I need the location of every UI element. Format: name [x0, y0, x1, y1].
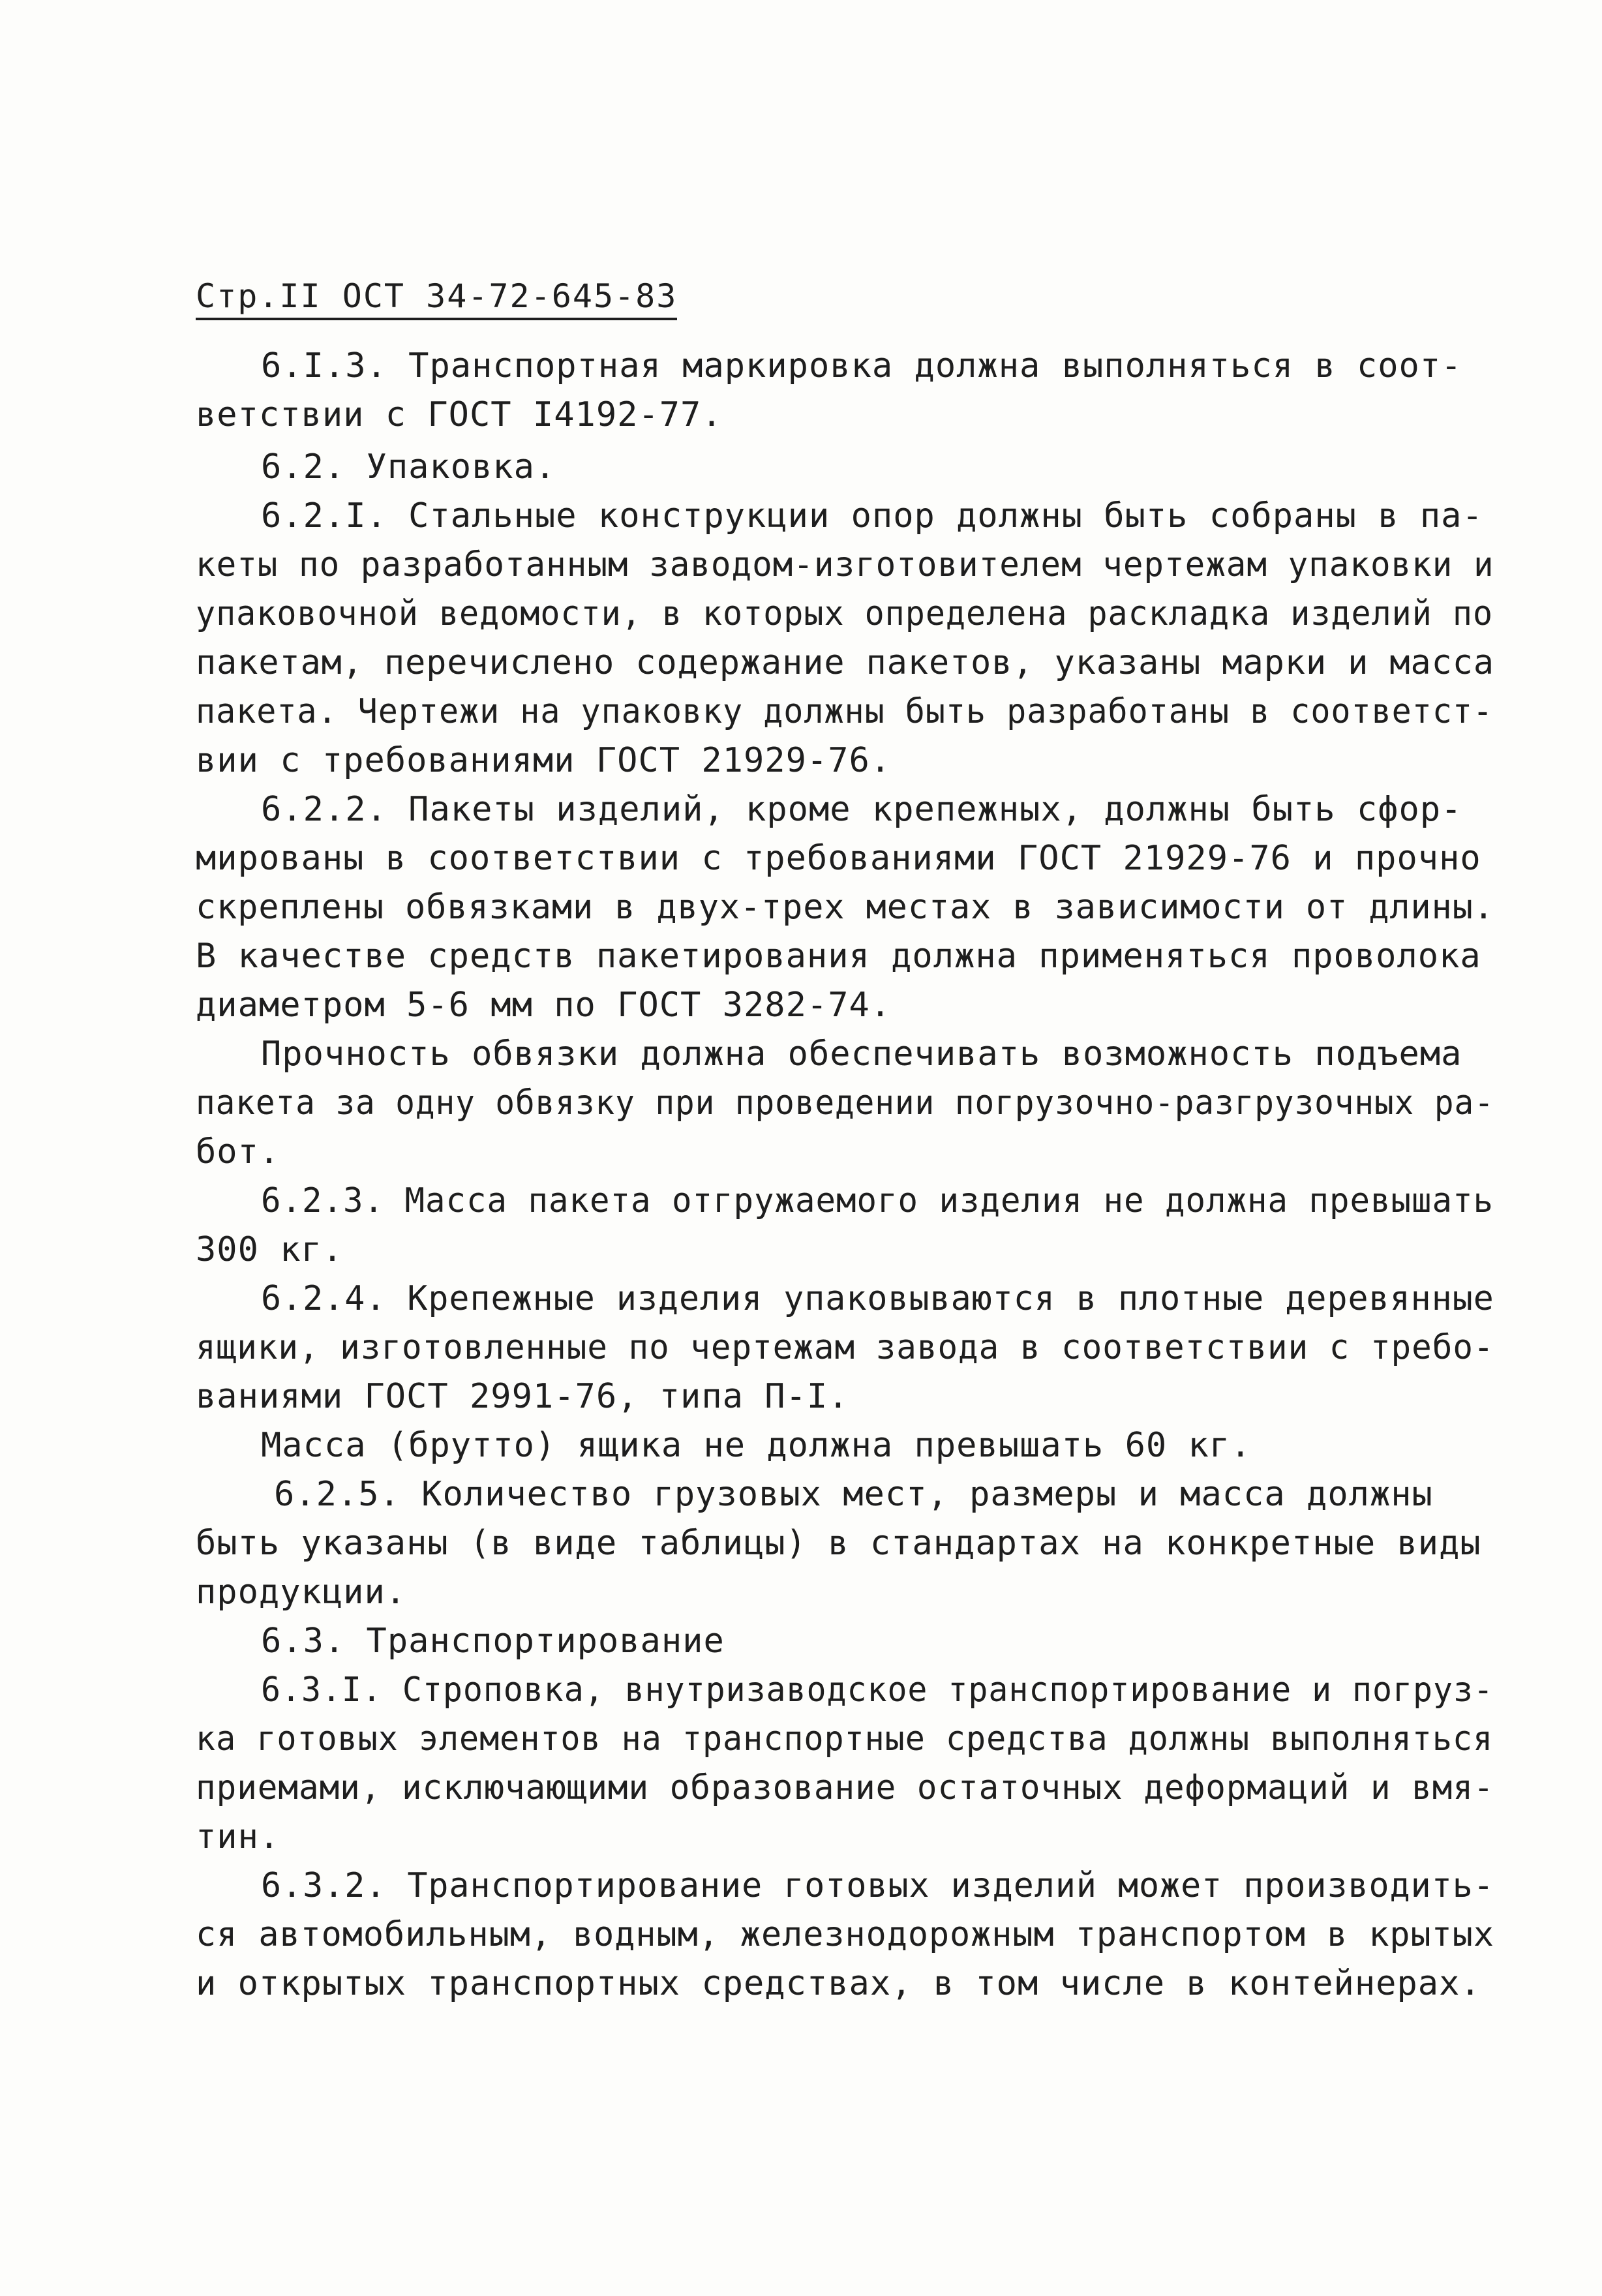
text-line: 300 кг.: [196, 1230, 344, 1269]
text-line: ся автомобильным, водным, железнодорожным транспортом в крытых: [196, 1915, 1494, 1954]
text-line: ветствии с ГОСТ I4192-77.: [196, 395, 723, 434]
text-line: кеты по разработанным заводом-изготовителем чертежам упаковки и: [196, 545, 1494, 584]
text-line: и открытых транспортных средствах, в том числе в контейнерах.: [196, 1964, 1481, 2003]
text-line: бот.: [196, 1132, 280, 1171]
text-line: диаметром 5-6 мм по ГОСТ 3282-74.: [196, 986, 892, 1025]
text-line: тин.: [196, 1817, 280, 1856]
text-line: скреплены обвязками в двух-трех местах в зависимости от длины.: [196, 888, 1494, 927]
page-header: Стр.II ОСТ 34-72-645-83: [196, 277, 677, 320]
text-line: 6.3.I. Строповка, внутризаводское транспортирование и погруз-: [261, 1670, 1494, 1710]
text-line: 6.I.3. Транспортная маркировка должна выполняться в соот-: [261, 346, 1462, 385]
text-line: быть указаны (в виде таблицы) в стандартах на конкретные виды: [196, 1524, 1481, 1563]
text-line: мированы в соответствии с требованиями ГОСТ 21929-76 и прочно: [196, 839, 1481, 878]
text-line: ящики, изготовленные по чертежам завода в соответствии с требо-: [196, 1328, 1494, 1367]
text-line: упаковочной ведомости, в которых определена раскладка изделий по: [196, 594, 1494, 633]
text-line: 6.2.5. Количество грузовых мест, размеры и масса должны: [274, 1475, 1433, 1514]
text-line: 6.2. Упаковка.: [261, 447, 556, 487]
text-line: ка готовых элементов на транспортные средства должны выполняться: [196, 1719, 1494, 1759]
text-line: 6.2.3. Масса пакета отгружаемого изделия не должна превышать: [261, 1181, 1494, 1220]
text-line: продукции.: [196, 1573, 407, 1612]
text-line: приемами, исключающими образование остаточных деформаций и вмя-: [196, 1768, 1494, 1807]
text-line: В качестве средств пакетирования должна применяться проволока: [196, 937, 1481, 976]
text-line: 6.2.I. Стальные конструкции опор должны быть собраны в па-: [261, 496, 1483, 536]
text-line: вии с требованиями ГОСТ 21929-76.: [196, 741, 892, 780]
text-line: 6.2.2. Пакеты изделий, кроме крепежных, должны быть сфор-: [261, 790, 1462, 829]
text-line: пакета. Чертежи на упаковку должны быть разработаны в соответст-: [196, 692, 1494, 731]
text-line: 6.3.2. Транспортирование готовых изделий может производить-: [261, 1866, 1494, 1905]
text-line: пакета за одну обвязку при проведении погрузочно-разгрузочных ра-: [196, 1083, 1494, 1123]
text-line: 6.3. Транспортирование: [261, 1622, 725, 1661]
text-line: Прочность обвязки должна обеспечивать возможность подъема: [261, 1035, 1462, 1074]
text-line: ваниями ГОСТ 2991-76, типа П-I.: [196, 1377, 849, 1416]
text-line: пакетам, перечислено содержание пакетов, указаны марки и масса: [196, 643, 1494, 682]
text-line: 6.2.4. Крепежные изделия упаковываются в плотные деревянные: [261, 1279, 1494, 1318]
text-line: Масса (брутто) ящика не должна превышать 60 кг.: [261, 1426, 1252, 1465]
